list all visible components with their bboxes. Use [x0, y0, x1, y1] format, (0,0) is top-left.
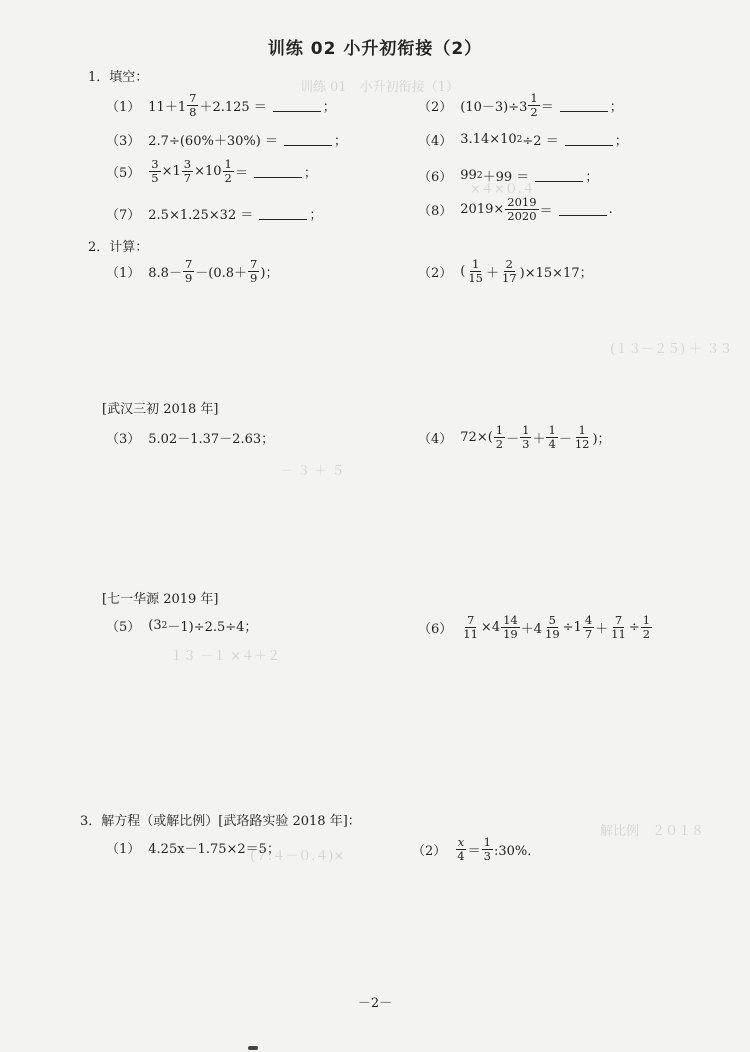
answer-blank[interactable] — [254, 165, 302, 178]
fraction: $\frac{1}{2}$ — [642, 613, 651, 641]
fraction: $\frac{5}{19}$ — [545, 613, 560, 641]
fraction: $\frac{4}{7}$ — [584, 613, 593, 641]
answer-blank[interactable] — [560, 99, 608, 112]
fraction: $\frac{3}{5}$ — [151, 157, 159, 185]
fraction: $\frac{7}{11}$ — [611, 613, 626, 641]
calc-question-2: （2） ( $\frac{1}{15}$ ＋ $\frac{2}{17}$ )×15×17； — [418, 257, 593, 285]
section-fill-heading: 1．填空： — [88, 70, 149, 85]
bleed-through-text: (１３－２５) ＋ ３３ — [610, 342, 733, 357]
fraction: $\frac{1}{3}$ — [483, 835, 491, 863]
answer-blank[interactable] — [259, 207, 307, 220]
fraction: $\frac{2019}{2020}$ — [507, 195, 537, 223]
source-note: [七一华源 2019 年] — [102, 592, 219, 607]
page-title: 训练 02 小升初衔接（2） — [267, 39, 483, 59]
fraction: $\frac{1}{3}$ — [522, 423, 530, 451]
answer-blank[interactable] — [273, 99, 321, 112]
fraction: $\frac{14}{19}$ — [503, 613, 518, 641]
answer-blank[interactable] — [559, 203, 607, 216]
fill-question-5: （5） $\frac{3}{5}$ ×1 $\frac{3}{7}$ ×10 $\frac{1}{2}$ ＝ ； — [106, 157, 317, 185]
fraction: $\frac{3}{7}$ — [183, 157, 192, 185]
fill-question-3: （3） 2.7÷(60%＋30%) ＝ ； — [106, 134, 347, 149]
bleed-through-text: － ３ ＋ ５ — [280, 464, 345, 479]
bleed-through-text: ×４×０.４ — [470, 182, 535, 197]
fraction: $\frac{1}{2}$ — [495, 423, 504, 451]
fraction: $\frac{7}{9}$ — [184, 257, 193, 285]
fraction: $\frac{7}{8}$ — [189, 91, 197, 119]
calc-question-6: （6） $\frac{7}{11}$ ×4 $\frac{14}{19}$ ＋4 $\frac{5}{19}$ ÷1 $\frac{4}{7}$ ＋ $\frac{7}{11}$ ÷ $\frac{1}{2}$ — [418, 613, 651, 641]
fill-question-7: （7） 2.5×1.25×32 ＝ ； — [106, 208, 323, 223]
equation-question-1: （1） 4.25x－1.75×2＝5； — [106, 842, 280, 857]
page-number: －2－ — [357, 996, 393, 1011]
fill-question-1: （1） 11＋1 $\frac{7}{8}$ ＋2.125 ＝ ； — [106, 91, 336, 119]
scan-mark — [248, 1046, 258, 1050]
bleed-through-text: １３ －１ ×４＋２ — [170, 649, 281, 664]
fill-question-6: （6） 99 2 ＋99 ＝ ； — [418, 168, 599, 185]
fraction: $\frac{1}{4}$ — [548, 423, 556, 451]
calc-question-1: （1） 8.8－ $\frac{7}{9}$ －(0.8＋ $\frac{7}{9}$ )； — [106, 257, 279, 285]
fraction: $\frac{7}{11}$ — [463, 613, 478, 641]
fraction: $\frac{1}{15}$ — [468, 257, 483, 285]
calc-question-4: （4） 72×( $\frac{1}{2}$ － $\frac{1}{3}$ ＋ $\frac{1}{4}$ － $\frac{1}{12}$ )； — [418, 423, 611, 451]
fraction: $\frac{1}{2}$ — [224, 157, 232, 185]
section-calc-heading: 2．计算： — [88, 240, 149, 255]
fill-question-8: （8） 2019× $\frac{2019}{2020}$ ＝ . — [418, 195, 613, 223]
fraction: $\frac{2}{17}$ — [502, 257, 517, 285]
equation-question-2: （2） $\frac{x}{4}$ ＝ $\frac{1}{3}$ :30%． — [412, 835, 541, 863]
section-equation-heading: 3．解方程（或解比例）[武珞路实验 2018 年]： — [80, 814, 361, 829]
fraction: $\frac{1}{12}$ — [574, 423, 590, 451]
answer-blank[interactable] — [535, 169, 583, 182]
source-note: [武汉三初 2018 年] — [102, 402, 219, 417]
fraction: $\frac{1}{2}$ — [530, 91, 538, 119]
answer-blank[interactable] — [284, 133, 332, 146]
bleed-through-text: 训练 01 小升初衔接（1） — [300, 80, 459, 95]
fill-question-4: （4） 3.14×10 2 ÷2 ＝ ； — [418, 132, 628, 149]
calc-question-3: （3） 5.02－1.37－2.63； — [106, 432, 275, 447]
answer-blank[interactable] — [565, 133, 613, 146]
fraction: $\frac{7}{9}$ — [250, 257, 258, 285]
bleed-through-text: (７.４－０.４)× — [250, 849, 345, 864]
fraction: $\frac{x}{4}$ — [457, 835, 465, 863]
calc-question-5: （5） (3 2 －1)÷2.5÷4； — [106, 618, 258, 635]
fill-question-2: （2） (10－3)÷3 $\frac{1}{2}$ ＝ ； — [418, 91, 623, 119]
bleed-through-text: 解比例 ２０１８ — [600, 824, 705, 839]
